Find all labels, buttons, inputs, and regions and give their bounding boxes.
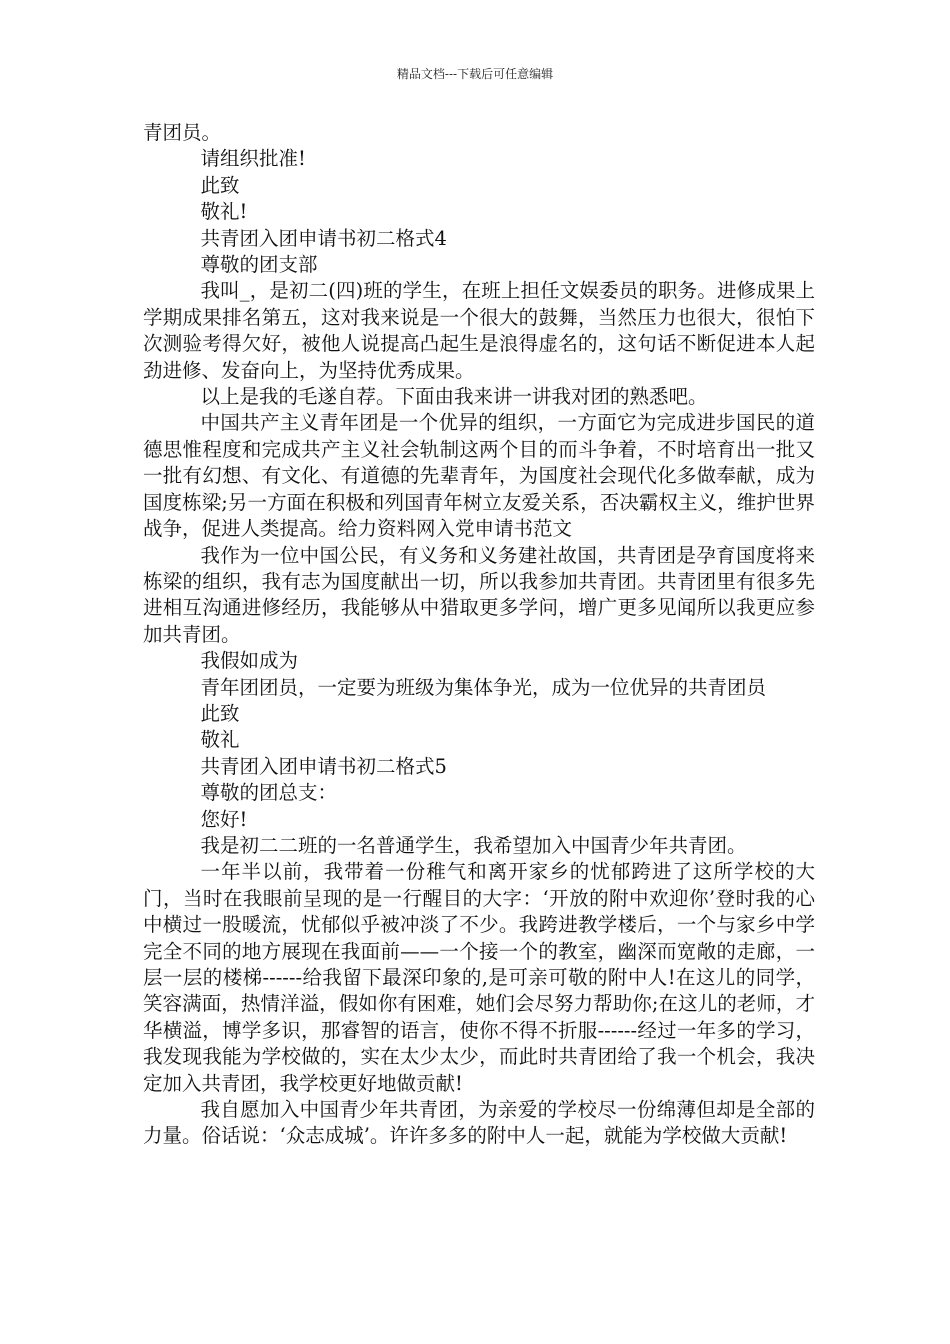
paragraph: 我作为一位中国公民，有义务和义务建社故国，共青团是孕育国度将来栋梁的组织，我有志为国度献出一切，所以我参加共青团。共青团里有很多先进相互沟通进修经历，我能够从中猎取更多学问，增广更多见闻所以我更应参加共青团。 — [143, 543, 815, 646]
document-body — [143, 120, 815, 1150]
paragraph: 此致 — [200, 701, 240, 725]
paragraph: 青团员。 — [143, 121, 222, 144]
paragraph: 此致 — [200, 173, 240, 197]
paragraph: 青年团团员，一定要为班级为集体争光，成为一位优异的共青团员 — [200, 675, 767, 699]
paragraph: 一年半以前，我带着一份稚气和离开家乡的忧郁跨进了这所学校的大门，当时在我眼前呈现的是一行醒目的大字：‘开放的附中欢迎你’登时我的心中横过一股暖流，忧郁似乎被冲淡了不少。我跨进教学楼后，一个与家乡中学完全不同的地方展现在我面前——一个接一个的教室，幽深而宽敞的走廊，一层一层的楼梯------给我留下最深印象的,是可亲可敬的附中人!在这儿的同学，笑容满面，热情洋溢，假如你有困难，她们会尽努力帮助你;在这儿的老师，才华横溢，博学多识，那睿智的语言，使你不得不折服------经过一年多的学习，我发现我能为学校做的，实在太少太少，而此时共青团给了我一个机会，我决定加入共青团，我学校更好地做贡献! — [143, 860, 815, 1095]
paragraph: 我是初二二班的一名普通学生，我希望加入中国青少年共青团。 — [200, 833, 747, 857]
paragraph: 以上是我的毛遂自荐。下面由我来讲一讲我对团的熟悉吧。 — [200, 385, 708, 409]
paragraph: 我自愿加入中国青少年共青团，为亲爱的学校尽一份绵薄但却是全部的力量。俗话说：‘众志成城’。许许多多的附中人一起，就能为学校做大贡献! — [143, 1098, 815, 1148]
paragraph: 尊敬的团总支： — [200, 781, 338, 805]
paragraph: 敬礼! — [200, 200, 248, 224]
page-header: 精品文档---下载后可任意编辑 — [396, 67, 554, 81]
paragraph: 敬礼 — [200, 728, 240, 752]
paragraph: 请组织批准! — [200, 147, 306, 171]
paragraph: 尊敬的团支部 — [200, 253, 318, 277]
paragraph: 我假如成为 — [200, 649, 299, 673]
paragraph: 中国共产主义青年团是一个优异的组织，一方面它为完成进步国民的道德思惟程度和完成共产主义社会轨制这两个目的而斗争着，不时培育出一批又一批有幻想、有文化、有道德的先辈青年，为国度社会现代化多做奉献，成为国度栋梁;另一方面在积极和列国青年树立友爱关系，否决霸权主义，维护世界战争，促进人类提高。给力资料网入党申请书范文 — [143, 411, 815, 541]
paragraph: 我叫_，是初二(四)班的学生，在班上担任文娱委员的职务。进修成果上学期成果排名第五，这对我来说是一个很大的鼓舞，当然压力也很大，很怕下次测验考得欠好，被他人说提高凸起生是浪得虚名的，这句话不断促进本人起劲进修、发奋向上，为坚持优秀成果。 — [143, 279, 815, 382]
paragraph: 共青团入团申请书初二格式4 — [200, 226, 447, 250]
paragraph: 您好! — [200, 807, 248, 831]
paragraph: 共青团入团申请书初二格式5 — [200, 754, 447, 778]
